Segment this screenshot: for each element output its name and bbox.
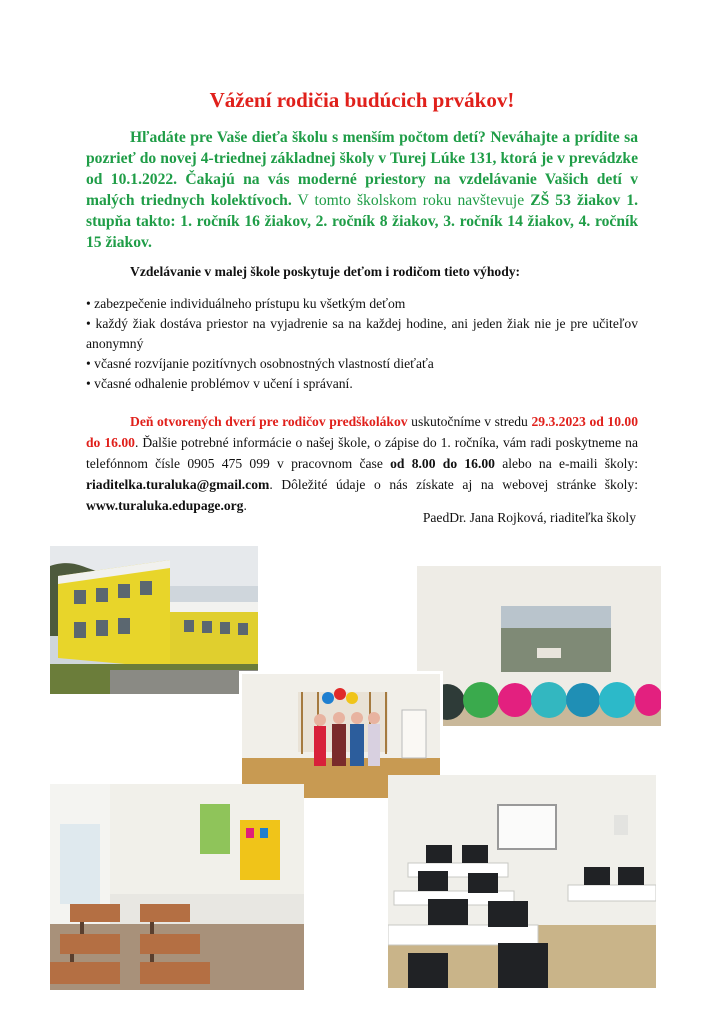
open-day-text-5: .: [243, 498, 247, 513]
school-email-link[interactable]: riaditelka.turaluka@gmail.com: [86, 477, 270, 492]
open-day-paragraph: [86, 411, 638, 516]
intro-green-text: Hľadáte pre Vaše dieťa školu s menším počtom detí? Neváhajte a prídite sa pozrieť do novej 4-triednej základnej školy v Turej Lúke 131, ktorá je v prevádzke od 10.1.2022. Čakajú na vás moderné priestory na vzdelávanie Vašich detí v malých triednych kolektívoch.: [86, 129, 638, 209]
signature: PaedDr. Jana Rojková, riaditeľka školy: [422, 510, 636, 525]
open-day-text-1: uskutočníme v stredu: [407, 414, 532, 429]
benefit-item: • včasné rozvíjanie pozitívnych osobnostných vlastností dieťaťa: [86, 356, 434, 371]
open-day-text-4: . Dôležité údaje o nás získate aj na webovej stránke školy:: [269, 477, 638, 492]
office-hours: od 8.00 do 16.00: [390, 456, 495, 471]
benefit-item: • zabezpečenie individuálneho prístupu ku všetkým deťom: [86, 296, 406, 311]
computer-room-photo: [388, 775, 656, 988]
page-title: Vážení rodičia budúcich prvákov!: [209, 88, 515, 112]
beanbag-room-photo: [417, 566, 661, 726]
benefit-item: • každý žiak dostáva priestor na vyjadrenie sa na každej hodine, ani jeden žiak nie je pre učiteľov anonymný: [86, 316, 638, 351]
intro-paragraph: [86, 127, 638, 253]
intro-plain-text: V tomto školskom roku navštevuje: [291, 192, 531, 209]
benefit-item: • včasné odhalenie problémov v učení i správaní.: [86, 376, 353, 391]
open-day-text-3: alebo na e-maili školy:: [494, 456, 638, 471]
classroom-photo: [50, 784, 304, 990]
open-day-date: 29.3.2023 od 10.00 do 16.00: [86, 414, 638, 450]
intro-stats-text: ZŠ 53 žiakov 1. stupňa takto: 1. ročník 16 žiakov, 2. ročník 8 žiakov, 3. ročník 14 žiakov, 4. ročník 15 žiakov.: [86, 192, 639, 251]
open-day-text-2: . Ďalšie potrebné informácie o našej škole, o zápise do 1. ročníka, vám radi poskytneme na telefónnom čísle 0905 475 099 v pracovnom čase: [86, 435, 638, 471]
school-building-photo: [50, 546, 258, 694]
school-website-link[interactable]: www.turaluka.edupage.org: [86, 498, 244, 513]
benefits-list: [86, 294, 638, 394]
benefits-heading: Vzdelávanie v malej škole poskytuje deťom i rodičom tieto výhody:: [130, 264, 521, 279]
open-day-event: Deň otvorených dverí pre rodičov predškolákov: [130, 414, 408, 429]
